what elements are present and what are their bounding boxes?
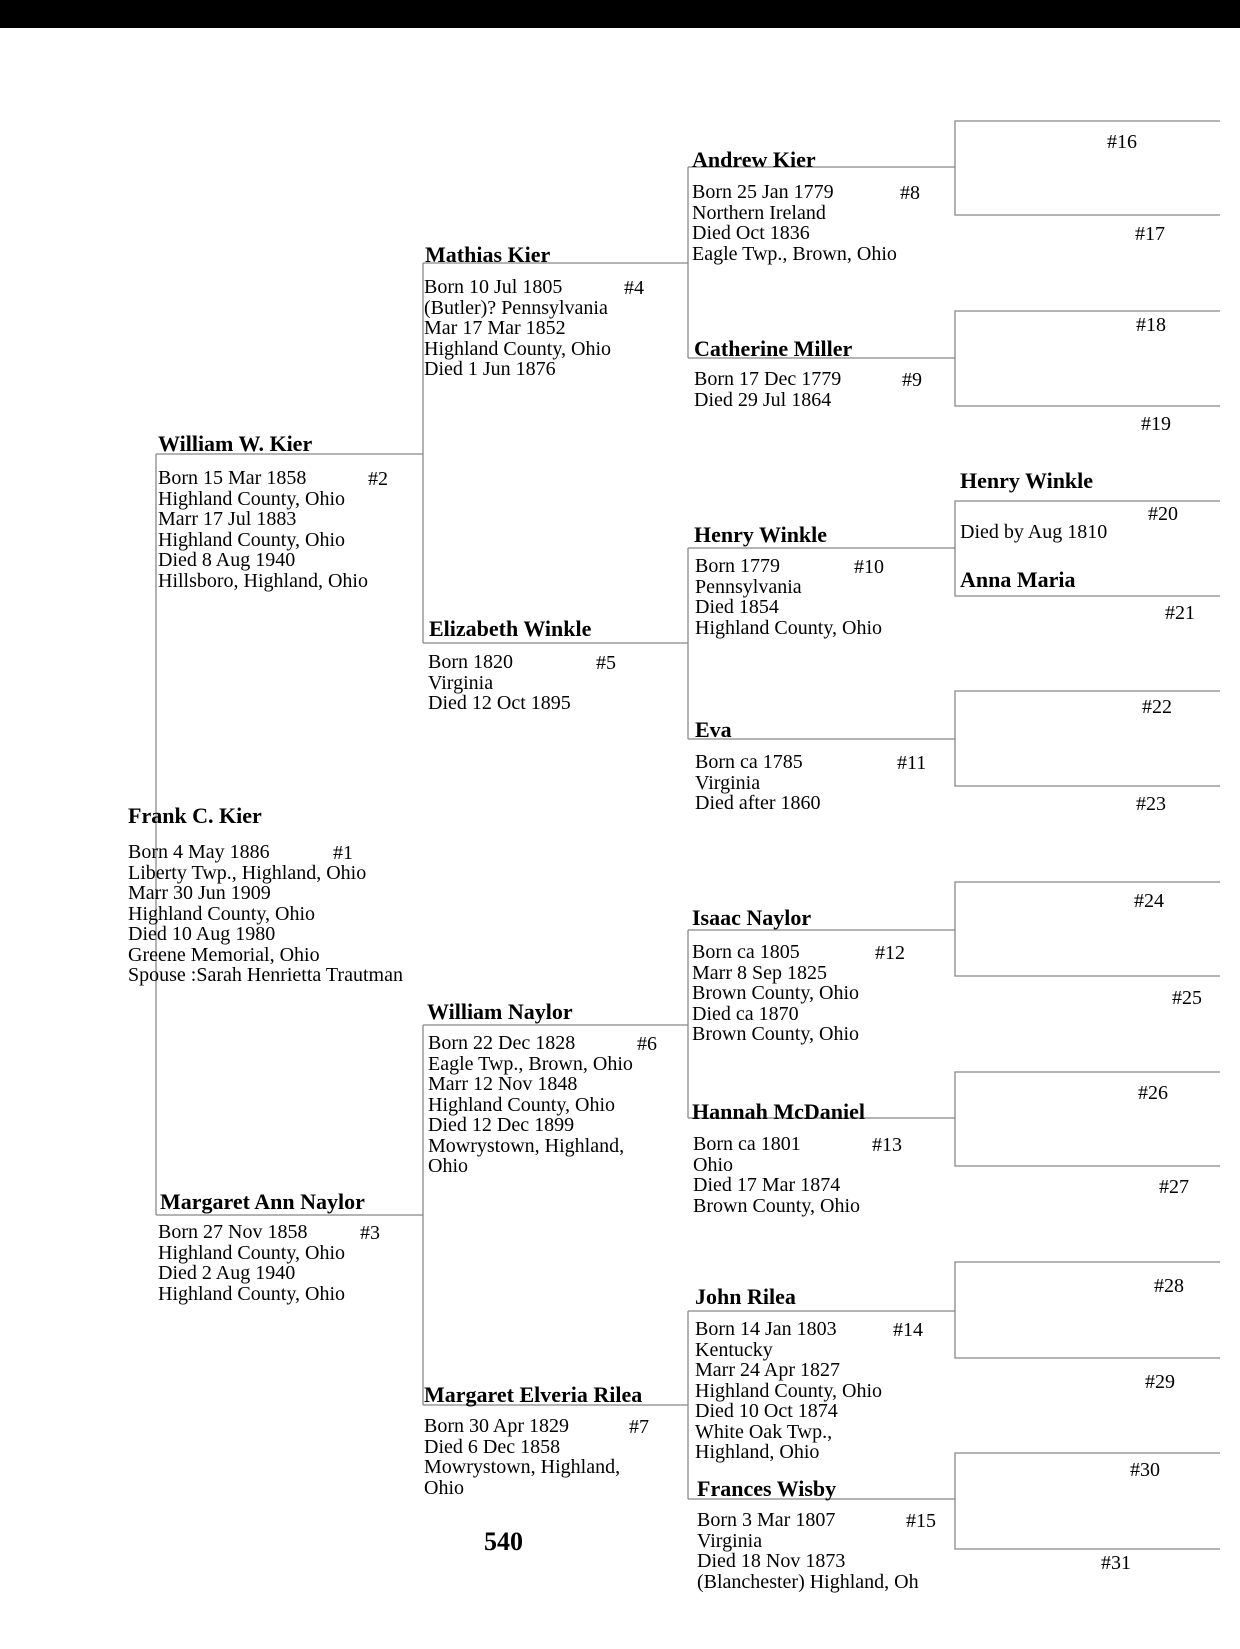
person-14-line: Highland County, Ohio xyxy=(695,1379,883,1402)
person-12-line: Born ca 1805 xyxy=(692,941,800,963)
person-7-number: #7 xyxy=(629,1416,649,1438)
empty-slot-18: #18 xyxy=(1136,314,1166,336)
person-14-number: #14 xyxy=(893,1319,923,1341)
bracket-p8 xyxy=(955,121,1220,215)
person-5-name: Elizabeth Winkle xyxy=(429,616,592,641)
person-7-line: Born 30 Apr 1829 xyxy=(424,1415,569,1437)
person-11-number: #11 xyxy=(897,752,927,774)
person-4-details xyxy=(424,277,611,380)
empty-slot-26: #26 xyxy=(1138,1082,1168,1104)
person-11-name: Eva xyxy=(695,717,732,742)
person-6-number: #6 xyxy=(637,1033,657,1055)
person-15-number: #15 xyxy=(906,1510,936,1532)
person-4-line: Mar 17 Mar 1852 xyxy=(424,317,566,339)
empty-slot-23: #23 xyxy=(1136,793,1166,815)
person-3-name: Margaret Ann Naylor xyxy=(160,1189,365,1214)
person-8-line: Born 25 Jan 1779 xyxy=(692,181,834,203)
person-13-line: Born ca 1801 xyxy=(693,1133,801,1155)
person-7-name: Margaret Elveria Rilea xyxy=(424,1382,643,1407)
person-11-details xyxy=(695,752,821,814)
person-8-line: Died Oct 1836 xyxy=(692,222,810,244)
person-7-line: Mowrystown, Highland, xyxy=(424,1456,621,1478)
person-6-name: William Naylor xyxy=(427,999,573,1024)
person-8-line: Eagle Twp., Brown, Ohio xyxy=(692,242,897,265)
person-7-line: Ohio xyxy=(424,1476,464,1499)
page-number: 540 xyxy=(484,1527,523,1556)
person-1-number: #1 xyxy=(333,842,353,864)
person-14-line: White Oak Twp., xyxy=(695,1420,833,1443)
person-2-details xyxy=(158,468,368,591)
person-1-line: Died 10 Aug 1980 xyxy=(128,923,276,945)
person-9-number: #9 xyxy=(902,369,922,391)
person-1-line: Marr 30 Jun 1909 xyxy=(128,882,271,904)
person-2-line: Marr 17 Jul 1883 xyxy=(158,508,297,530)
empty-slot-24: #24 xyxy=(1134,890,1164,912)
person-1-name: Frank C. Kier xyxy=(128,803,262,828)
empty-slot-19: #19 xyxy=(1141,413,1171,435)
person-14-line: Died 10 Oct 1874 xyxy=(695,1400,838,1422)
person-13-line: Brown County, Ohio xyxy=(693,1194,861,1217)
person-10-name: Henry Winkle xyxy=(694,522,828,547)
bracket-p9 xyxy=(955,311,1220,406)
person-10-line: Died 1854 xyxy=(695,596,779,618)
person-8-details xyxy=(692,182,897,264)
person-2-line: Hillsboro, Highland, Ohio xyxy=(158,569,368,592)
person-1-details xyxy=(128,842,403,986)
person-6-line: Mowrystown, Highland, xyxy=(428,1134,625,1157)
person-13-line: Ohio xyxy=(693,1153,733,1176)
empty-slot-25: #25 xyxy=(1172,987,1202,1009)
person-20-line: Died by Aug 1810 xyxy=(960,521,1108,543)
person-11-line: Born ca 1785 xyxy=(695,751,803,773)
person-3-number: #3 xyxy=(360,1222,380,1244)
bracket-p11 xyxy=(955,691,1220,786)
person-10-number: #10 xyxy=(854,556,884,578)
person-21-name: Anna Maria xyxy=(960,567,1076,592)
person-6-line: Eagle Twp., Brown, Ohio xyxy=(428,1052,633,1075)
bracket-p12 xyxy=(955,882,1220,976)
empty-slot-27: #27 xyxy=(1159,1176,1189,1198)
person-20-details xyxy=(960,522,1107,543)
person-3-line: Highland County, Ohio xyxy=(158,1282,346,1305)
person-12-number: #12 xyxy=(875,942,905,964)
person-13-number: #13 xyxy=(872,1134,902,1156)
person-2-line: Died 8 Aug 1940 xyxy=(158,549,296,571)
person-6-line: Highland County, Ohio xyxy=(428,1093,616,1116)
person-15-line: Died 18 Nov 1873 xyxy=(697,1550,846,1572)
person-12-name: Isaac Naylor xyxy=(692,905,812,930)
person-10-line: Highland County, Ohio xyxy=(695,616,883,639)
person-15-details xyxy=(697,1510,919,1592)
person-2-line: Born 15 Mar 1858 xyxy=(158,467,307,489)
person-1-line: Greene Memorial, Ohio xyxy=(128,943,320,966)
person-9-details xyxy=(694,369,841,410)
person-4-line: Died 1 Jun 1876 xyxy=(424,358,556,380)
person-8-number: #8 xyxy=(900,182,920,204)
person-6-line: Born 22 Dec 1828 xyxy=(428,1032,576,1054)
empty-slot-30: #30 xyxy=(1130,1459,1160,1481)
person-8-line: Northern Ireland xyxy=(692,201,826,224)
person-1-line: Spouse :Sarah Henrietta Trautman xyxy=(128,964,403,986)
empty-slot-31: #31 xyxy=(1101,1552,1131,1574)
person-15-line: (Blanchester) Highland, Oh xyxy=(697,1570,919,1593)
person-15-line: Born 3 Mar 1807 xyxy=(697,1509,836,1531)
person-7-details xyxy=(424,1416,620,1498)
person-4-line: (Butler)? Pennsylvania xyxy=(424,296,608,319)
person-2-number: #2 xyxy=(368,468,388,490)
person-4-line: Born 10 Jul 1805 xyxy=(424,276,563,298)
person-9-line: Born 17 Dec 1779 xyxy=(694,368,842,390)
person-14-line: Marr 24 Apr 1827 xyxy=(695,1359,840,1381)
person-11-line: Died after 1860 xyxy=(695,792,821,814)
person-3-line: Born 27 Nov 1858 xyxy=(158,1221,308,1243)
person-2-line: Highland County, Ohio xyxy=(158,487,346,510)
person-13-name: Hannah McDaniel xyxy=(692,1099,865,1124)
person-20-number: #20 xyxy=(1148,503,1178,525)
person-10-line: Pennsylvania xyxy=(695,575,802,598)
bracket-p13 xyxy=(955,1072,1220,1166)
person-3-line: Highland County, Ohio xyxy=(158,1241,346,1264)
person-12-line: Brown County, Ohio xyxy=(692,1023,860,1045)
person-14-name: John Rilea xyxy=(695,1284,796,1309)
empty-slot-16: #16 xyxy=(1107,131,1137,153)
person-3-details xyxy=(158,1222,345,1304)
person-21-number: #21 xyxy=(1165,602,1195,624)
person-14-line: Born 14 Jan 1803 xyxy=(695,1318,837,1340)
person-4-line: Highland County, Ohio xyxy=(424,337,612,360)
person-5-number: #5 xyxy=(596,652,616,674)
person-12-details xyxy=(692,942,859,1045)
person-9-name: Catherine Miller xyxy=(694,336,853,361)
person-13-details xyxy=(693,1134,860,1216)
person-5-line: Born 1820 xyxy=(428,651,513,673)
person-1-line: Born 4 May 1886 xyxy=(128,841,270,863)
person-12-line: Died ca 1870 xyxy=(692,1002,799,1025)
person-1-line: Liberty Twp., Highland, Ohio xyxy=(128,861,367,884)
person-11-line: Virginia xyxy=(695,771,761,794)
empty-slot-22: #22 xyxy=(1142,696,1172,718)
person-12-line: Marr 8 Sep 1825 xyxy=(692,961,827,984)
person-10-line: Born 1779 xyxy=(695,555,780,577)
person-3-line: Died 2 Aug 1940 xyxy=(158,1262,296,1284)
person-6-line: Ohio xyxy=(428,1155,468,1177)
person-4-name: Mathias Kier xyxy=(425,242,551,267)
empty-slot-17: #17 xyxy=(1135,223,1165,245)
empty-slot-29: #29 xyxy=(1145,1371,1175,1393)
person-5-line: Died 12 Oct 1895 xyxy=(428,692,571,714)
person-13-line: Died 17 Mar 1874 xyxy=(693,1174,841,1196)
bracket-p15 xyxy=(955,1453,1220,1549)
person-15-line: Virginia xyxy=(697,1529,763,1552)
person-15-name: Frances Wisby xyxy=(697,1476,837,1501)
person-14-details xyxy=(695,1319,882,1463)
person-6-details xyxy=(428,1033,633,1177)
person-14-line: Highland, Ohio xyxy=(695,1441,820,1463)
person-6-line: Marr 12 Nov 1848 xyxy=(428,1073,578,1095)
person-1-line: Highland County, Ohio xyxy=(128,902,316,925)
person-2-line: Highland County, Ohio xyxy=(158,528,346,551)
person-12-line: Brown County, Ohio xyxy=(692,982,860,1004)
empty-slot-28: #28 xyxy=(1154,1275,1184,1297)
person-7-line: Died 6 Dec 1858 xyxy=(424,1435,561,1458)
person-14-line: Kentucky xyxy=(695,1338,773,1361)
person-4-number: #4 xyxy=(624,277,644,299)
person-2-name: William W. Kier xyxy=(158,431,313,456)
person-20-name: Henry Winkle xyxy=(960,468,1094,493)
person-5-line: Virginia xyxy=(428,671,494,694)
person-9-line: Died 29 Jul 1864 xyxy=(694,388,832,411)
person-6-line: Died 12 Dec 1899 xyxy=(428,1114,575,1136)
person-8-name: Andrew Kier xyxy=(692,147,816,172)
person-5-details xyxy=(428,652,571,714)
